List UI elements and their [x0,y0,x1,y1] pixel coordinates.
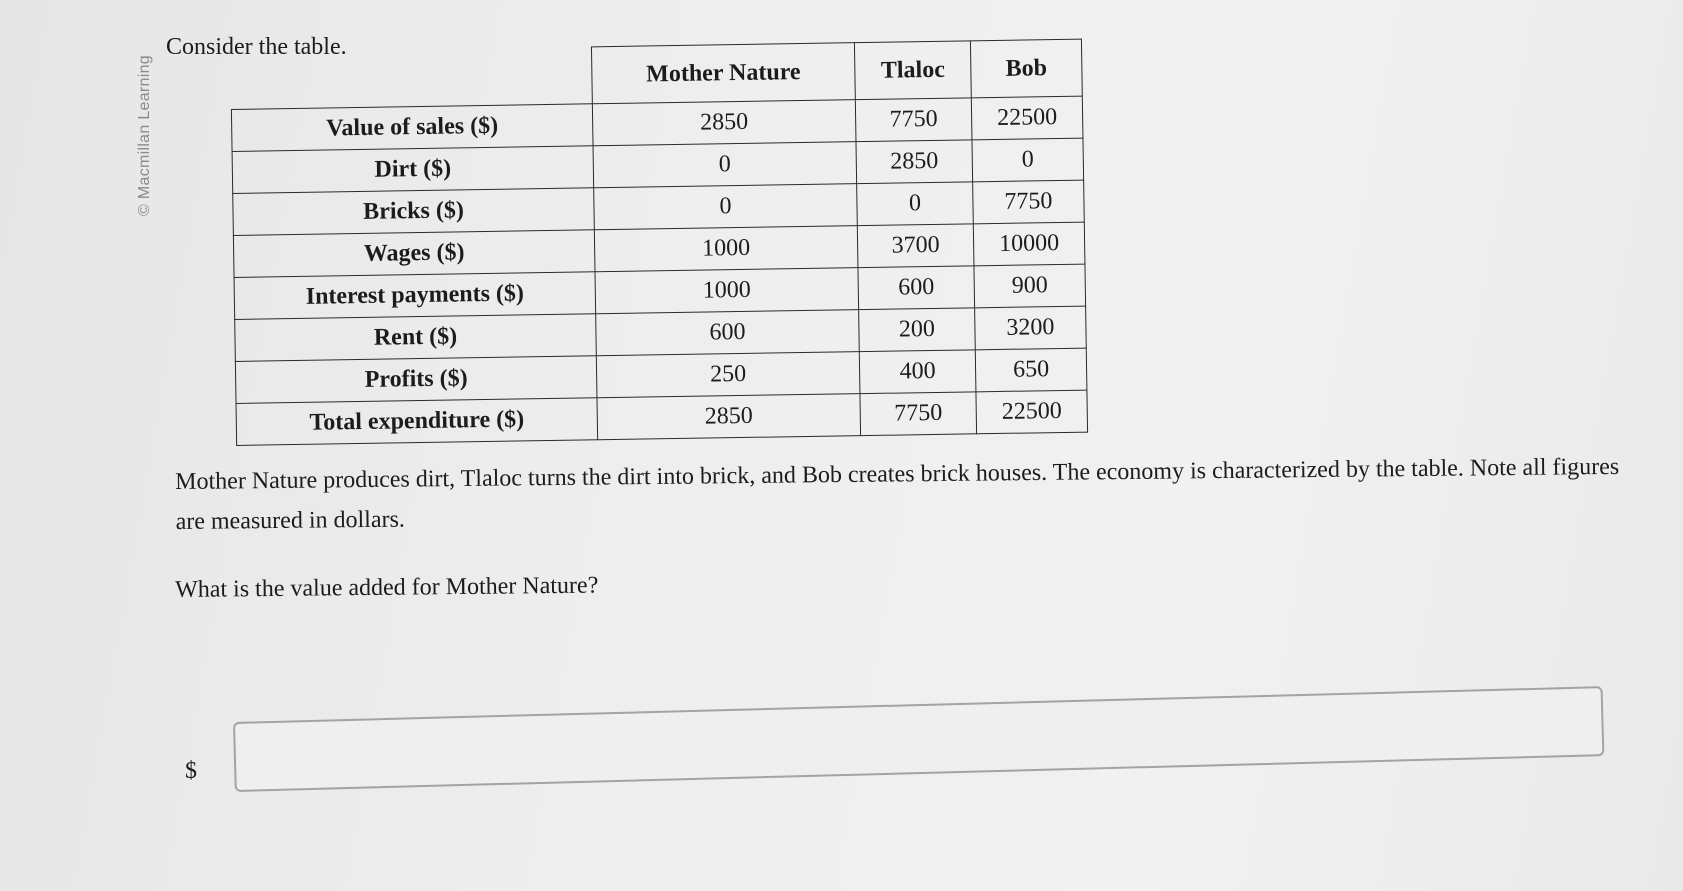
cell-value: 650 [975,348,1087,392]
cell-value: 22500 [976,390,1088,434]
header-bob: Bob [970,39,1082,98]
cell-value: 7750 [855,98,972,142]
cell-value: 600 [596,310,860,356]
cell-value: 1000 [594,226,858,272]
data-table-container [230,39,1088,446]
cell-value: 0 [972,138,1084,182]
prompt-text: Consider the table. [166,34,347,60]
dollar-prefix: $ [185,758,197,784]
cell-value: 600 [858,266,975,310]
cell-value: 900 [974,264,1086,308]
cell-value: 0 [593,142,857,188]
cell-value: 400 [859,350,976,394]
answer-input[interactable] [233,686,1604,792]
cell-value: 200 [859,308,976,352]
cell-value: 1000 [595,268,859,314]
row-label: Value of sales ($) [231,104,593,152]
problem-description: Mother Nature produces dirt, Tlaloc turns the dirt into brick, and Bob creates brick houses. The economy is characterized by the table. Note all figures are measured in dollars. [175,453,1620,535]
row-label: Rent ($) [235,314,597,362]
cell-value: 7750 [973,180,1085,224]
row-label: Profits ($) [235,356,597,404]
cell-value: 250 [596,352,860,398]
row-label: Total expenditure ($) [236,398,598,446]
cell-value: 7750 [860,392,977,436]
table-corner [231,47,593,110]
cell-value: 2850 [597,394,861,440]
cell-value: 10000 [973,222,1085,266]
cell-value: 0 [857,182,974,226]
cell-value: 3200 [975,306,1087,350]
header-tlaloc: Tlaloc [854,41,971,100]
cell-value: 22500 [971,96,1083,140]
copyright-credit: © Macmillan Learning [136,55,153,216]
row-label: Wages ($) [233,230,595,278]
cell-value: 0 [594,184,858,230]
cell-value: 3700 [857,224,974,268]
question-text: What is the value added for Mother Nature? [175,572,599,603]
cell-value: 2850 [592,100,856,146]
cell-value: 2850 [856,140,973,184]
row-label: Bricks ($) [233,188,595,236]
header-mother-nature: Mother Nature [591,43,855,104]
row-label: Dirt ($) [232,146,594,194]
data-table [230,39,1088,446]
row-label: Interest payments ($) [234,272,596,320]
